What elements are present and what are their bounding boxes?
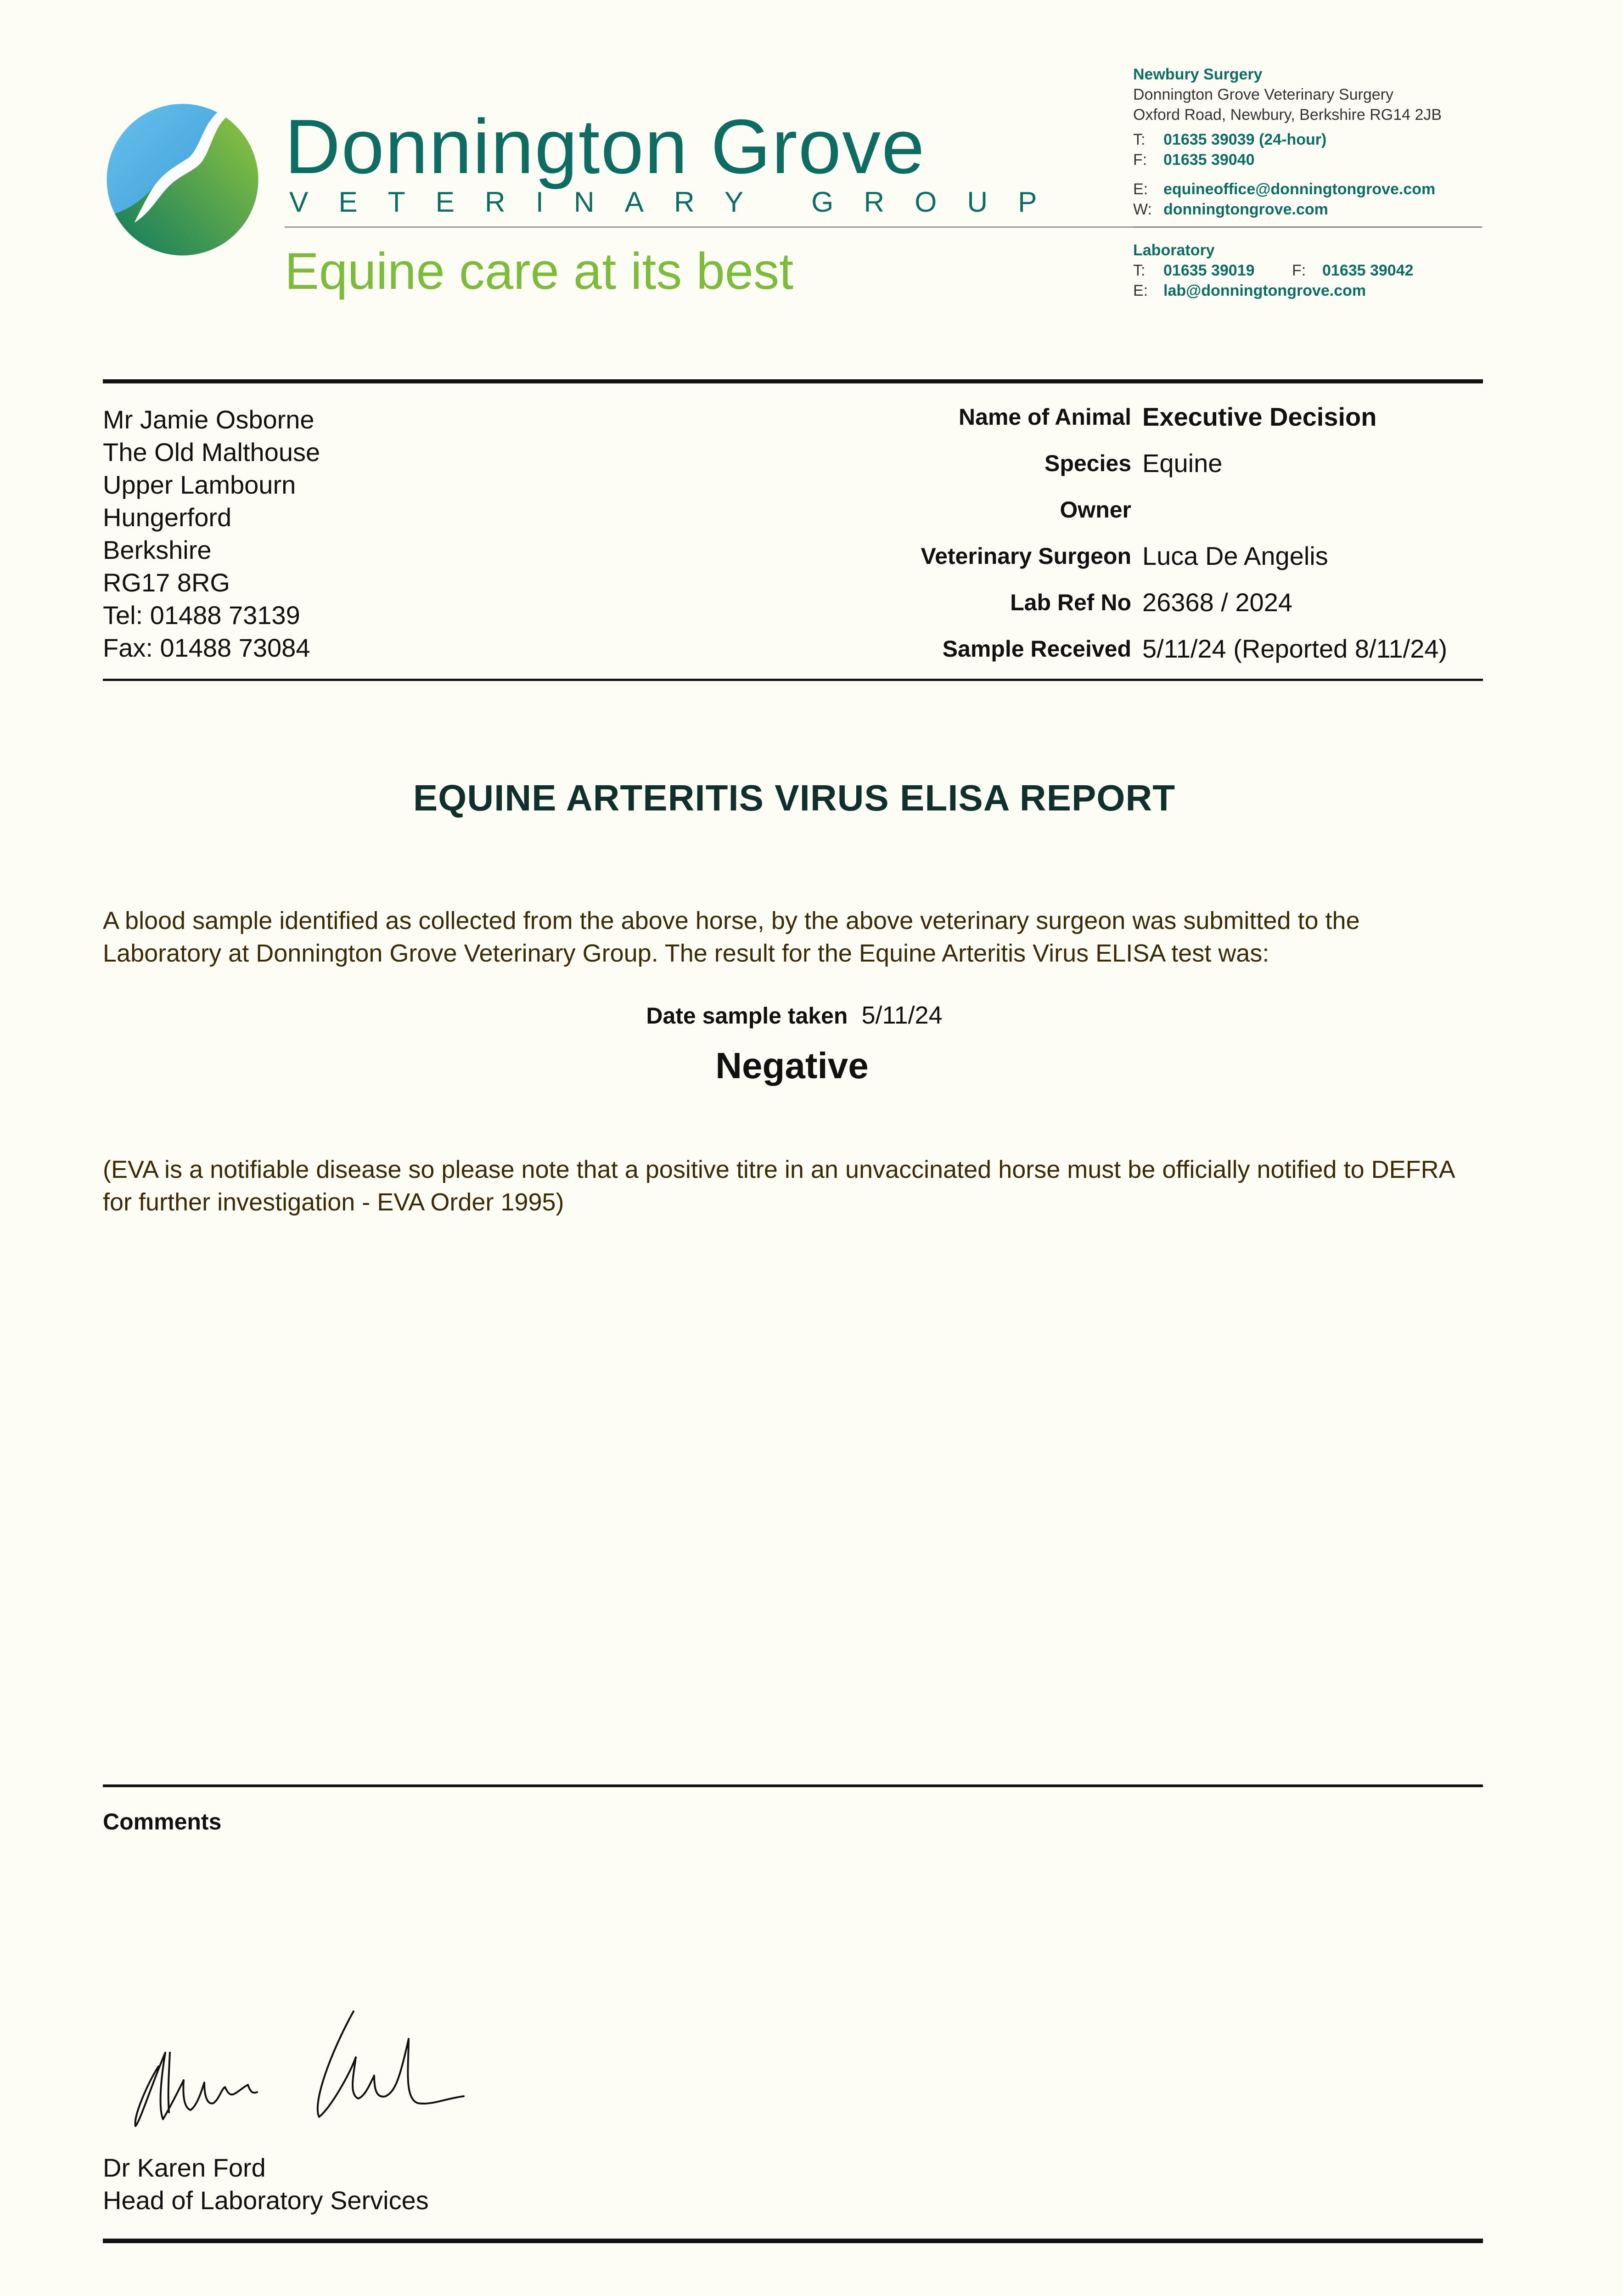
brand-name: Donnington Grove bbox=[285, 103, 926, 190]
signature-image bbox=[115, 2002, 482, 2135]
address-line: Mr Jamie Osborne bbox=[103, 405, 314, 434]
lab-phone[interactable]: 01635 39019 bbox=[1163, 262, 1255, 279]
address-line: Upper Lambourn bbox=[103, 470, 296, 499]
divider-info bbox=[103, 679, 1483, 681]
contact-divider bbox=[1133, 226, 1482, 228]
date-sample-taken bbox=[0, 1001, 1589, 1030]
client-address bbox=[103, 403, 320, 664]
report-intro: A blood sample identified as collected from the above horse, by the above veterinary surgeon was submitted to the Laboratory at Donnington Grove Veterinary Group. The result for the Equine Arteritis Virus ELISA test was: bbox=[103, 907, 1360, 967]
species-label: Species bbox=[1044, 450, 1131, 476]
signatory-role: Head of Laboratory Services bbox=[103, 2186, 429, 2215]
lab-email-link[interactable]: lab@donningtongrove.com bbox=[1163, 282, 1366, 299]
owner-label: Owner bbox=[1060, 497, 1131, 523]
brand-tagline: Equine care at its best bbox=[285, 242, 794, 300]
web-label: W: bbox=[1133, 201, 1152, 218]
eva-note: (EVA is a notifiable disease so please note that a positive titre in an unvaccinated horse must be officially notified to DEFRA for further investigation - EVA Order 1995) bbox=[103, 1156, 1454, 1216]
signatory-name: Dr Karen Ford bbox=[103, 2153, 266, 2182]
sample-received-value: 5/11/24 (Reported 8/11/24) bbox=[1142, 634, 1448, 663]
address-line: Fax: 01488 73084 bbox=[103, 633, 310, 662]
detail-row-vet bbox=[689, 542, 1483, 589]
vet-value: Luca De Angelis bbox=[1142, 541, 1328, 570]
detail-row-species bbox=[689, 450, 1483, 496]
divider-comments bbox=[103, 1784, 1483, 1787]
date-taken-label: Date sample taken bbox=[646, 1003, 848, 1029]
contact-laboratory bbox=[1133, 240, 1414, 301]
website-link[interactable]: donningtongrove.com bbox=[1163, 201, 1328, 218]
detail-row-labref bbox=[689, 589, 1483, 635]
comments-label: Comments bbox=[103, 1809, 222, 1835]
animal-name-label: Name of Animal bbox=[958, 404, 1131, 430]
species-value: Equine bbox=[1142, 449, 1223, 478]
address-line: RG17 8RG bbox=[103, 568, 230, 597]
address-line: Tel: 01488 73139 bbox=[103, 601, 300, 630]
divider-bottom bbox=[103, 2239, 1483, 2243]
sample-received-label: Sample Received bbox=[942, 636, 1131, 662]
brand-divider bbox=[285, 226, 1134, 228]
lab-ref-label: Lab Ref No bbox=[1010, 590, 1131, 615]
newbury-address-line2: Oxford Road, Newbury, Berkshire RG14 2JB bbox=[1133, 106, 1442, 124]
detail-row-owner bbox=[689, 496, 1483, 542]
email-label: E: bbox=[1133, 282, 1148, 299]
brand-group: VETERINARY GROUP bbox=[289, 186, 1067, 218]
lab-ref-value: 26368 / 2024 bbox=[1142, 588, 1292, 617]
tel-label: T: bbox=[1133, 262, 1146, 279]
address-line: Berkshire bbox=[103, 535, 212, 564]
address-line: The Old Malthouse bbox=[103, 438, 320, 467]
test-result: Negative bbox=[715, 1045, 869, 1086]
contact-newbury-surgery bbox=[1133, 64, 1442, 219]
date-taken-value: 5/11/24 bbox=[861, 1002, 943, 1029]
animal-details bbox=[689, 403, 1483, 681]
newbury-phone[interactable]: 01635 39039 (24-hour) bbox=[1163, 131, 1327, 148]
fax-label: F: bbox=[1133, 151, 1147, 169]
signatory-block bbox=[103, 2151, 429, 2217]
newbury-email-link[interactable]: equineoffice@donningtongrove.com bbox=[1163, 180, 1436, 198]
report-title: EQUINE ARTERITIS VIRUS ELISA REPORT bbox=[413, 777, 1176, 818]
newbury-address-line1: Donnington Grove Veterinary Surgery bbox=[1133, 86, 1393, 103]
detail-row-animal bbox=[689, 403, 1483, 450]
address-line: Hungerford bbox=[103, 503, 232, 532]
lab-fax: 01635 39042 bbox=[1322, 262, 1414, 279]
tel-label: T: bbox=[1133, 131, 1146, 148]
email-label: E: bbox=[1133, 180, 1148, 198]
fax-label: F: bbox=[1292, 262, 1306, 279]
laboratory-title: Laboratory bbox=[1133, 242, 1215, 259]
logo-horse-head-icon bbox=[96, 85, 269, 257]
newbury-fax: 01635 39040 bbox=[1163, 151, 1255, 169]
newbury-title: Newbury Surgery bbox=[1133, 66, 1263, 83]
divider-top bbox=[103, 379, 1483, 383]
detail-row-received bbox=[689, 635, 1483, 681]
vet-label: Veterinary Surgeon bbox=[921, 543, 1131, 569]
animal-name-value: Executive Decision bbox=[1142, 402, 1377, 431]
